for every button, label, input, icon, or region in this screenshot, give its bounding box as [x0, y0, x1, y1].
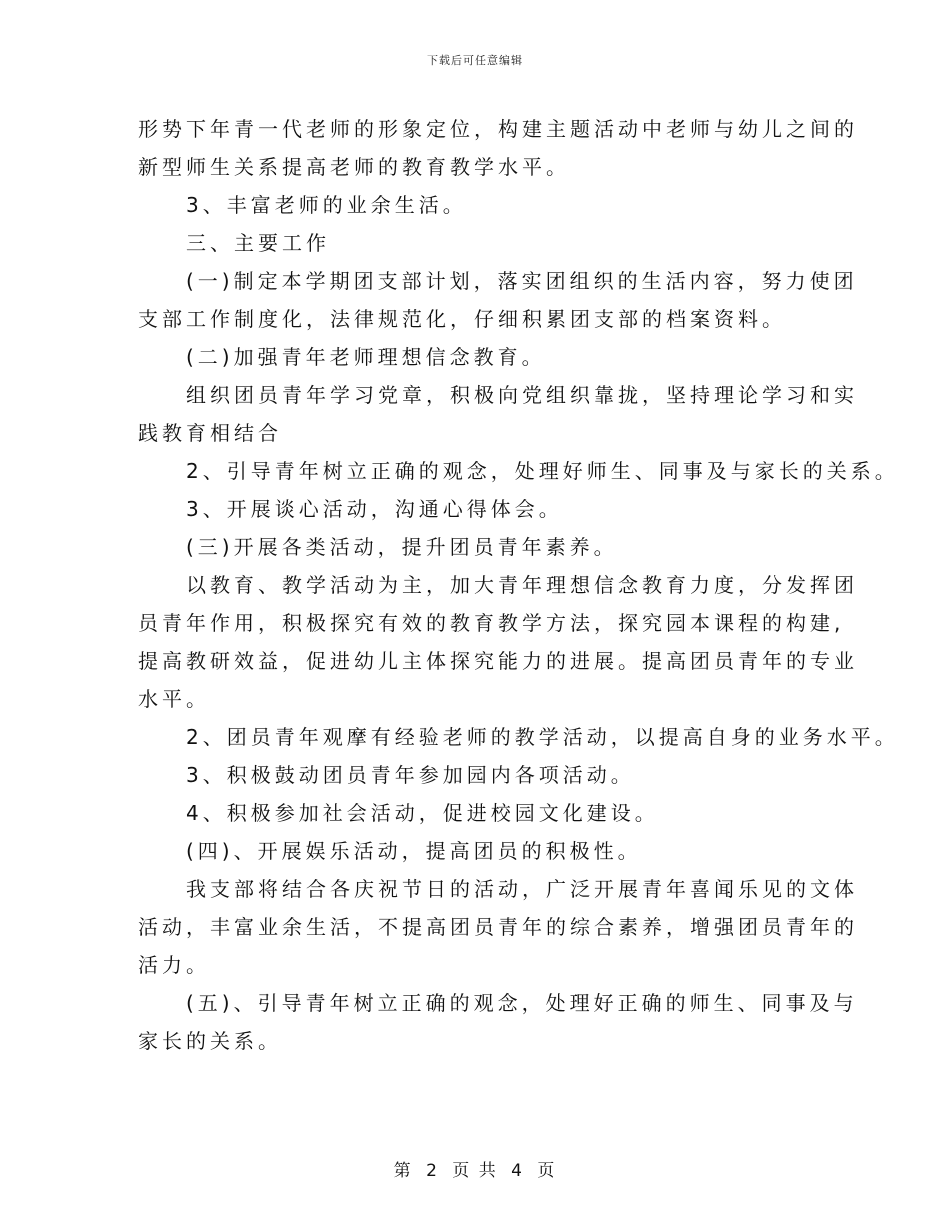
- page-total: 4: [511, 1161, 524, 1181]
- paragraph-line: 以教育、教学活动为主，加大青年理想信念教育力度，分发挥团: [186, 573, 858, 597]
- footer-suffix: 页: [537, 1161, 557, 1181]
- body-text: [138, 110, 899, 1060]
- paragraph-line: 3、开展谈心活动，沟通心得体会。: [186, 497, 563, 521]
- footer-prefix: 第: [393, 1161, 413, 1181]
- paragraph-line: 活力。: [138, 953, 210, 977]
- paragraph-line: 2、引导青年树立正确的观念，处理好师生、同事及与家长的关系。: [186, 459, 899, 483]
- paragraph-line: (四)、开展娱乐活动，提高团员的积极性。: [186, 839, 642, 863]
- paragraph-line: 提高教研效益，促进幼儿主体探究能力的进展。提高团员青年的专业: [138, 649, 858, 673]
- paragraph-line: 新型师生关系提高老师的教育教学水平。: [138, 155, 570, 179]
- paragraph-line: (二)加强青年老师理想信念教育。: [186, 345, 546, 369]
- paragraph-line: 组织团员青年学习党章，积极向党组织靠拢，坚持理论学习和实: [186, 383, 858, 407]
- paragraph-line: 2、团员青年观摩有经验老师的教学活动，以提高自身的业务水平。: [186, 725, 899, 749]
- paragraph-line: 家长的关系。: [138, 1029, 282, 1053]
- paragraph-line: 支部工作制度化，法律规范化，仔细积累团支部的档案资料。: [138, 307, 786, 331]
- page-header: 下载后可任意编辑: [427, 54, 523, 67]
- paragraph-line: 员青年作用，积极探究有效的教育教学方法，探究园本课程的构建,: [138, 611, 845, 635]
- page-number: 2: [426, 1161, 439, 1181]
- page-footer: [0, 1156, 950, 1181]
- paragraph-line: 4、积极参加社会活动，促进校园文化建设。: [186, 801, 659, 825]
- paragraph-line: 践教育相结合: [138, 421, 282, 445]
- paragraph-line: (一)制定本学期团支部计划，落实团组织的生活内容，努力使团: [186, 269, 858, 293]
- paragraph-line: (三)开展各类活动，提升团员青年素养。: [186, 535, 618, 559]
- paragraph-line: 形势下年青一代老师的形象定位，构建主题活动中老师与幼儿之间的: [138, 117, 858, 141]
- paragraph-line: 活动，丰富业余生活，不提高团员青年的综合素养，增强团员青年的: [138, 915, 858, 939]
- paragraph-line: 3、丰富老师的业余生活。: [186, 193, 467, 217]
- paragraph-line: 水平。: [138, 687, 210, 711]
- section-heading: 三、主要工作: [186, 231, 330, 255]
- footer-mid: 页 共: [452, 1161, 498, 1181]
- paragraph-line: 3、积极鼓动团员青年参加园内各项活动。: [186, 763, 635, 787]
- paragraph-line: 我支部将结合各庆祝节日的活动，广泛开展青年喜闻乐见的文体: [186, 877, 858, 901]
- paragraph-line: (五)、引导青年树立正确的观念，处理好正确的师生、同事及与: [186, 991, 858, 1015]
